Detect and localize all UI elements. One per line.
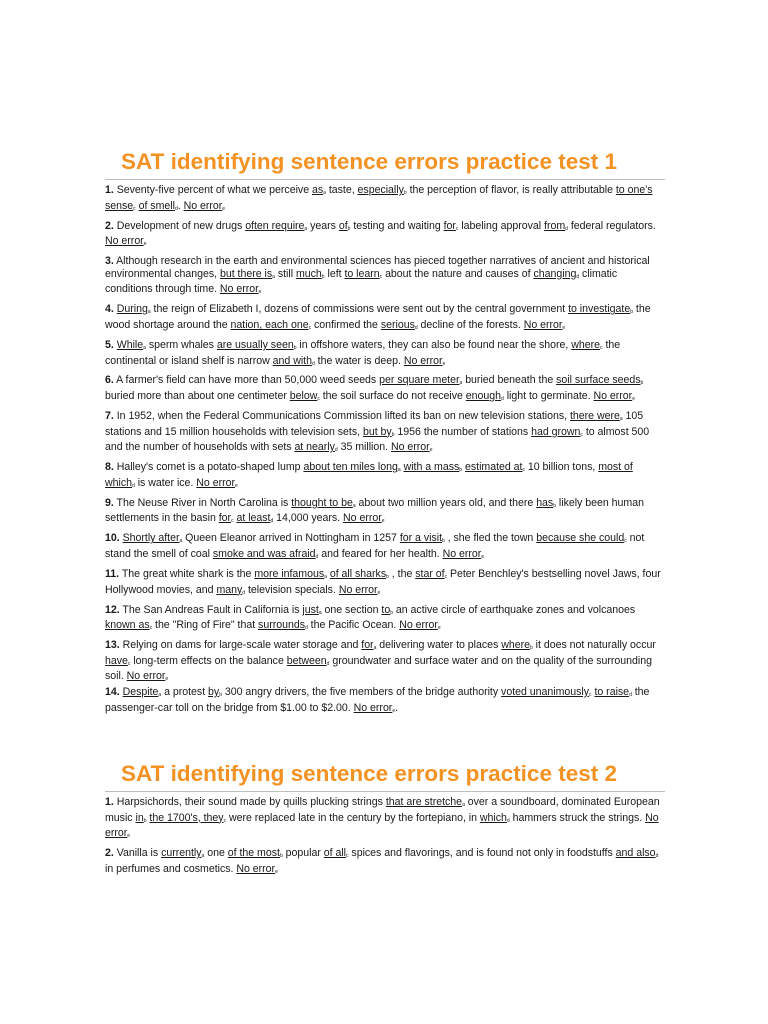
question-number: 2.: [105, 847, 114, 860]
underlined-choice: of the most: [227, 847, 280, 860]
underlined-choice: for: [361, 639, 374, 652]
choice-marker: a: [147, 309, 151, 316]
choice-marker: d: [311, 360, 315, 367]
underlined-choice: as: [311, 184, 324, 196]
question-number: 6.: [105, 374, 114, 387]
underlined-choice: there were: [570, 410, 620, 423]
underlined-choice: Despite: [122, 685, 159, 698]
question-text: 10 billion tons,: [524, 461, 599, 474]
choice-marker: a: [158, 691, 162, 698]
question-text: testing and waiting: [350, 219, 444, 232]
practice-test-2-section: [105, 760, 665, 883]
choice-marker: a: [324, 573, 327, 580]
question-text: were replaced late in the century by the fortepiano, in: [226, 811, 480, 824]
choice-marker: d: [270, 518, 274, 525]
underlined-choice: changing: [533, 267, 577, 280]
question-text: decline of the forests.: [417, 318, 524, 331]
question-text: about the nature and causes of: [382, 267, 534, 280]
underlined-choice: often require: [245, 219, 305, 232]
underlined-choice: many: [216, 583, 243, 596]
underlined-choice: for a visit: [399, 532, 442, 545]
underlined-choice: of all: [323, 847, 347, 860]
choice-marker: a: [143, 344, 146, 351]
choice-marker: e: [481, 553, 485, 560]
choice-marker: e: [143, 241, 147, 248]
underlined-choice: where: [501, 639, 530, 652]
choice-marker: c: [580, 431, 583, 438]
question-number: 5.: [105, 338, 114, 351]
underlined-choice: No error: [399, 619, 438, 632]
question-text: groundwater and surface water and on the quality of the surrounding soil.: [105, 654, 652, 683]
question-text: television specials.: [245, 583, 339, 596]
question-text: the passenger-car toll on the bridge from $1.00 to $2.00.: [105, 685, 650, 714]
underlined-choice: to learn: [344, 267, 380, 280]
underlined-choice: No error: [442, 547, 482, 560]
underlined-choice: Shortly after: [122, 532, 180, 545]
choice-marker: c: [127, 660, 131, 667]
choice-marker: a: [462, 802, 465, 808]
question-text: about two million years old, and there: [355, 496, 537, 509]
underlined-choice: While: [116, 338, 144, 351]
choice-marker: d: [576, 273, 580, 280]
underlined-choice: No error: [353, 701, 393, 714]
underlined-choice: below: [289, 390, 318, 403]
underlined-choice: just: [302, 603, 319, 616]
question-text: .: [395, 701, 399, 714]
underlined-choice: are usually seen: [216, 338, 294, 351]
choice-marker: e: [632, 396, 635, 403]
question-text: Queen Eleanor arrived in Nottingham in 1257: [182, 532, 400, 545]
question-text: Relying on dams for large-scale water storage and: [119, 639, 362, 652]
underlined-choice: No error: [523, 318, 563, 331]
question-text: popular: [282, 847, 324, 860]
question-text: not stand the smell of coal: [105, 532, 645, 560]
underlined-choice: No error: [403, 354, 443, 367]
question-item: [105, 532, 665, 563]
underlined-choice: at nearly: [294, 441, 335, 454]
question-item: [105, 847, 665, 878]
question-text: left: [324, 267, 345, 280]
question-text: one: [204, 847, 228, 860]
practice-test-1-title: SAT identifying sentence errors practice test 1: [121, 149, 617, 174]
choice-marker: b: [386, 573, 389, 580]
underlined-choice: but there is: [219, 267, 273, 280]
choice-marker: c: [346, 853, 349, 860]
question-number: 4.: [105, 303, 114, 316]
underlined-choice: surrounds: [258, 619, 305, 632]
question-text: The great white shark is the: [119, 567, 255, 580]
question-text: , she fled the town: [444, 532, 537, 545]
question-text: federal regulators.: [567, 219, 656, 232]
underlined-choice: between: [286, 654, 327, 667]
question-text: Harpsichords, their sound made by quills plucking strings: [113, 796, 386, 808]
question-text: is water ice.: [134, 476, 197, 489]
choice-marker: b: [347, 225, 351, 232]
underlined-choice: to: [381, 603, 391, 616]
underlined-choice: to one's sense: [105, 184, 653, 212]
underlined-choice: During: [116, 303, 148, 316]
choice-marker: a: [179, 538, 183, 545]
question-number: 3.: [105, 255, 114, 268]
underlined-choice: smoke and was afraid: [212, 547, 316, 560]
question-text: over a soundboard, dominated European music: [105, 796, 660, 824]
question-text: 300 angry drivers, the five members of the bridge authority: [221, 685, 502, 698]
question-text: a protest: [161, 685, 209, 698]
question-text: The San Andreas Fault in California is: [119, 603, 303, 616]
underlined-choice: No error: [105, 811, 659, 840]
question-number: 13.: [105, 639, 120, 652]
choice-marker: e: [437, 625, 441, 632]
question-text: light to germinate.: [503, 390, 594, 403]
underlined-choice: most of which: [105, 461, 633, 489]
choice-marker: b: [442, 538, 445, 545]
question-number: 9.: [105, 496, 114, 509]
question-text: and feared for her health.: [318, 547, 443, 560]
question-text: spices and flavorings, and is found not only in foodstuffs: [348, 847, 616, 860]
choice-marker: a: [318, 609, 322, 616]
question-text: Halley's comet is a potato-shaped lump: [113, 461, 304, 474]
question-text: long-term effects on the balance: [130, 654, 287, 667]
question-text: the "Ring of Fire" that: [152, 619, 259, 632]
underlined-choice: No error: [196, 476, 235, 489]
underlined-choice: of all sharks: [329, 567, 387, 580]
underlined-choice: for: [443, 219, 456, 232]
choice-marker: d: [655, 853, 659, 860]
choice-marker: d: [326, 660, 330, 667]
choice-marker: d: [132, 482, 135, 489]
choice-marker: a: [323, 190, 326, 196]
question-item: [105, 796, 665, 843]
underlined-choice: enough: [465, 390, 502, 403]
question-number: 7.: [105, 410, 114, 423]
question-item: [105, 339, 665, 370]
question-text: in perfumes and cosmetics.: [105, 862, 237, 875]
question-text: .: [177, 199, 184, 212]
question-text: the perception of flavor, is really attributable: [406, 184, 616, 196]
choice-marker: d: [629, 691, 632, 698]
choice-marker: e: [429, 447, 433, 454]
question-text: 1956 the number of stations: [394, 425, 532, 438]
choice-marker: c: [317, 396, 320, 403]
choice-marker: e: [562, 324, 566, 331]
question-text: it does not naturally occur: [532, 639, 656, 652]
underlined-choice: No error: [343, 512, 382, 525]
underlined-choice: had grown: [531, 425, 581, 438]
choice-marker: d: [565, 225, 568, 232]
choice-marker: b: [553, 502, 556, 509]
choice-marker: d: [334, 447, 338, 454]
choice-marker: c: [444, 573, 448, 580]
choice-marker: c: [133, 205, 136, 212]
choice-marker: b: [321, 273, 325, 280]
choice-marker: e: [381, 518, 385, 525]
underlined-choice: of smell: [138, 199, 175, 212]
choice-marker: a: [397, 467, 401, 474]
question-text: 105 stations and 15 million households with television sets,: [105, 410, 644, 438]
underlined-choice: No error: [338, 583, 378, 596]
underlined-choice: but by: [362, 425, 392, 438]
question-text: confirmed the: [311, 318, 381, 331]
underlined-choice: to investigate: [568, 303, 631, 316]
choice-marker: c: [589, 691, 592, 698]
underlined-choice: which: [479, 811, 507, 824]
choice-marker: d: [304, 625, 308, 632]
question-text: The Neuse River in North Carolina is: [113, 496, 292, 509]
choice-marker: a: [304, 225, 308, 232]
underlined-choice: have: [105, 654, 128, 667]
question-list: [105, 184, 665, 717]
underlined-choice: nation, each one: [230, 318, 309, 331]
question-text: taste,: [325, 184, 358, 196]
question-number: 1.: [105, 184, 114, 196]
underlined-choice: star of: [415, 567, 445, 580]
underlined-choice: estimated at: [465, 461, 523, 474]
underlined-choice: soil surface seeds: [556, 374, 641, 387]
question-text: Peter Benchley's bestselling novel Jaws, four Hollywood movies, and: [105, 567, 661, 596]
underlined-choice: No error: [126, 670, 166, 683]
choice-marker: b: [143, 817, 147, 824]
underlined-choice: thought to be: [291, 496, 353, 509]
underlined-choice: from: [544, 219, 566, 232]
choice-marker: e: [392, 707, 396, 714]
practice-test-1-section: [105, 148, 665, 721]
choice-marker: a: [272, 273, 275, 280]
underlined-choice: No error: [593, 390, 633, 403]
choice-marker: a: [619, 416, 623, 423]
choice-marker: c: [455, 225, 459, 232]
choice-marker: a: [352, 502, 356, 509]
underlined-choice: the 1700's, they: [149, 811, 224, 824]
title-divider: [105, 179, 665, 180]
question-number: 8.: [105, 461, 114, 474]
question-item: [105, 410, 665, 457]
question-text: 14,000 years.: [273, 512, 344, 525]
question-text: likely been human settlements in the basin: [105, 496, 644, 525]
question-text: hammers struck the strings.: [509, 811, 646, 824]
choice-marker: d: [315, 553, 319, 560]
question-text: the Pacific Ocean.: [307, 619, 400, 632]
question-item: [105, 220, 665, 251]
underlined-choice: currently: [161, 847, 202, 860]
question-item: [105, 497, 665, 528]
underlined-choice: and with: [272, 354, 312, 367]
choice-marker: b: [293, 344, 297, 351]
choice-marker: b: [630, 309, 633, 316]
question-text: the reign of Elizabeth I, dozens of commissions were sent out by the central government: [150, 303, 569, 316]
underlined-choice: where: [571, 338, 601, 351]
choice-marker: c: [231, 518, 234, 525]
question-text: the wood shortage around the: [105, 303, 651, 331]
choice-marker: c: [624, 538, 627, 545]
question-text: Seventy-five percent of what we perceive: [113, 184, 312, 196]
question-text: buried beneath the: [462, 374, 557, 387]
choice-marker: b: [403, 190, 407, 196]
question-number: 12.: [105, 603, 120, 616]
choice-marker: b: [219, 691, 222, 698]
choice-marker: c: [600, 344, 603, 351]
choice-marker: c: [308, 324, 312, 331]
question-text: the water is deep.: [314, 354, 404, 367]
underlined-choice: known as: [105, 619, 150, 632]
choice-marker: b: [459, 467, 463, 474]
question-text: In 1952, when the Federal Communications Commission lifted its ban on new television stations,: [113, 410, 570, 423]
choice-marker: d: [174, 205, 178, 212]
choice-marker: b: [279, 853, 283, 860]
underlined-choice: No error: [105, 235, 144, 248]
question-item: [105, 639, 665, 686]
underlined-choice: has: [536, 496, 554, 509]
question-item: [105, 461, 665, 492]
underlined-choice: much: [295, 267, 322, 280]
question-text: to almost 500 and the number of households with sets: [105, 425, 650, 454]
choice-marker: d: [501, 396, 504, 403]
choice-marker: e: [222, 205, 226, 212]
underlined-choice: by: [208, 685, 220, 698]
choice-marker: e: [258, 289, 262, 296]
underlined-choice: No error: [219, 283, 259, 296]
question-item: [105, 568, 665, 599]
question-text: delivering water to places: [376, 639, 502, 652]
choice-marker: c: [379, 273, 383, 280]
choice-marker: e: [165, 676, 169, 683]
question-item: [105, 686, 665, 717]
question-text: still: [274, 267, 296, 280]
underlined-choice: serious: [380, 318, 415, 331]
choice-marker: c: [522, 467, 525, 474]
question-text: Vanilla is: [113, 847, 162, 860]
choice-marker: e: [234, 482, 238, 489]
choice-marker: b: [391, 431, 395, 438]
choice-marker: e: [127, 833, 131, 840]
question-text: sperm whales: [145, 338, 217, 351]
question-text: buried more than about one centimeter: [105, 390, 290, 403]
underlined-choice: with a mass: [403, 461, 460, 474]
underlined-choice: more infamous: [254, 567, 325, 580]
question-text: years: [307, 219, 339, 232]
question-text: the soil surface do not receive: [319, 390, 466, 403]
question-number: 10.: [105, 532, 120, 545]
question-item: [105, 374, 665, 405]
question-list: [105, 796, 665, 878]
choice-marker: b: [640, 380, 644, 387]
question-text: an active circle of earthquake zones and volcanoes: [392, 603, 636, 616]
question-text: Development of new drugs: [113, 219, 246, 232]
question-text: climatic conditions through time.: [105, 267, 618, 296]
choice-marker: e: [275, 868, 278, 875]
choice-marker: e: [377, 589, 381, 596]
underlined-choice: No error: [390, 441, 430, 454]
choice-marker: d: [242, 589, 246, 596]
question-item: [105, 604, 665, 635]
underlined-choice: that are stretche: [385, 796, 463, 808]
underlined-choice: especially: [357, 184, 404, 196]
question-text: labeling approval: [458, 219, 545, 232]
question-item: [105, 184, 665, 215]
question-text: one section: [321, 603, 382, 616]
choice-marker: a: [373, 645, 377, 652]
underlined-choice: at least: [236, 512, 271, 525]
choice-marker: c: [223, 817, 227, 824]
underlined-choice: for: [218, 512, 232, 525]
choice-marker: b: [390, 609, 393, 616]
underlined-choice: voted unanimously: [501, 685, 590, 698]
underlined-choice: because she could: [536, 532, 625, 545]
question-text: 35 million.: [337, 441, 391, 454]
practice-test-2-title: SAT identifying sentence errors practice test 2: [121, 761, 617, 786]
question-number: 1.: [105, 796, 114, 808]
question-item: [105, 255, 665, 299]
choice-marker: c: [149, 625, 153, 632]
choice-marker: a: [459, 380, 463, 387]
choice-marker: b: [529, 645, 533, 652]
underlined-choice: of: [338, 219, 348, 232]
question-text: , the: [388, 567, 416, 580]
underlined-choice: No error: [236, 862, 276, 875]
underlined-choice: per square meter: [379, 374, 460, 387]
question-number: 14.: [105, 685, 120, 698]
question-number: 11.: [105, 567, 120, 580]
question-text: Although research in the earth and environmental sciences has pieced together narratives of ancient and historical environmental changes,: [105, 255, 650, 280]
question-text: in offshore waters, they can also be found near the shore,: [296, 338, 572, 351]
question-text: A farmer's field can have more than 50,000 weed seeds: [113, 374, 380, 387]
underlined-choice: to raise: [594, 685, 630, 698]
underlined-choice: in: [135, 811, 144, 824]
question-text: the continental or island shelf is narrow: [105, 338, 621, 367]
choice-marker: e: [442, 360, 446, 367]
question-item: [105, 303, 665, 334]
title-divider: [105, 791, 665, 792]
underlined-choice: about ten miles long: [303, 461, 398, 474]
underlined-choice: and also: [615, 847, 656, 860]
choice-marker: d: [506, 817, 510, 824]
question-number: 2.: [105, 219, 114, 232]
underlined-choice: No error: [183, 199, 223, 212]
choice-marker: d: [414, 324, 418, 331]
choice-marker: a: [201, 853, 205, 860]
